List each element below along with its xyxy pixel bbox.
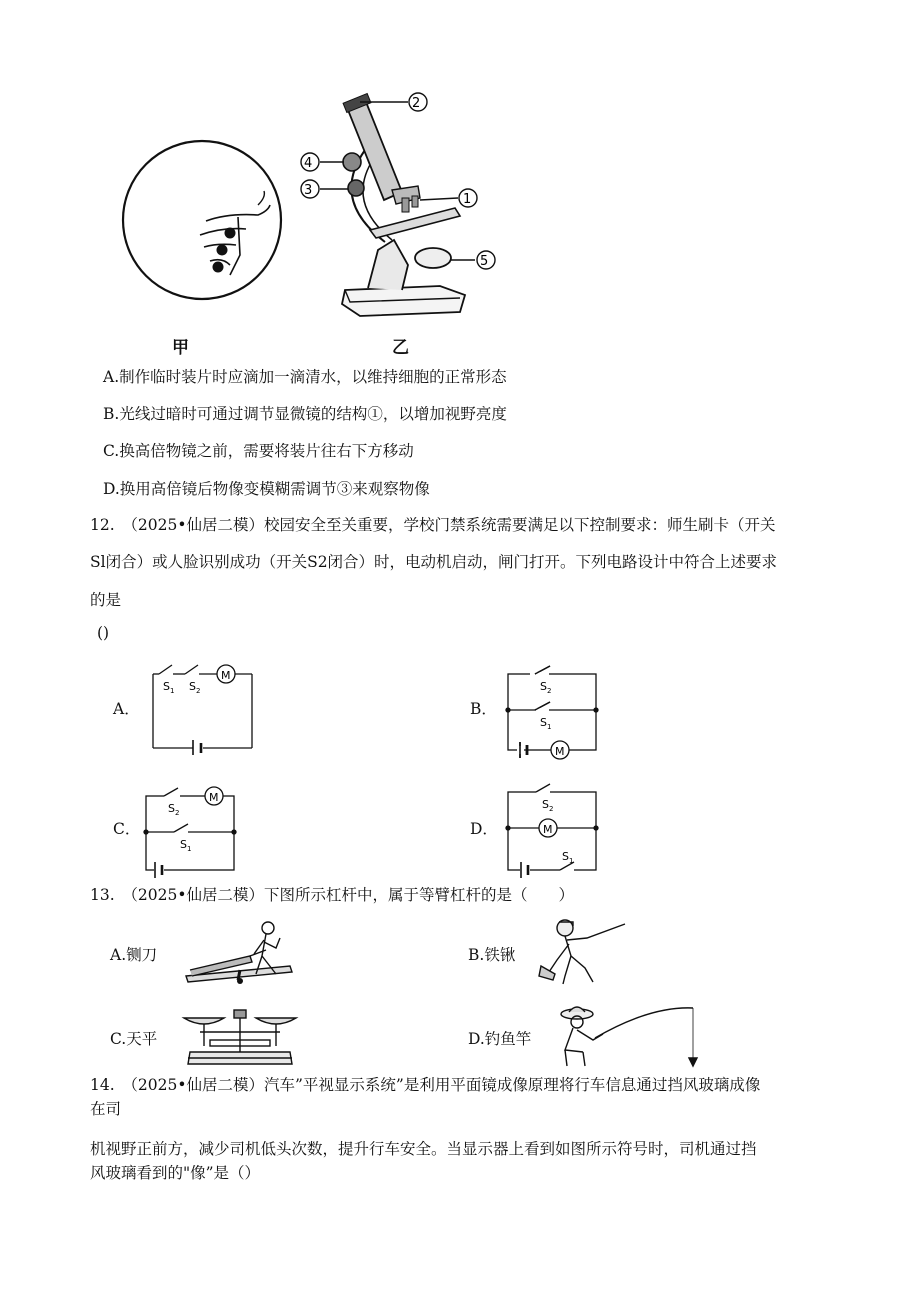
q14-stem-line-3: 机视野正前方，减少司机低头次数，提升行车安全。当显示器上看到如图所示符号时，司机通过挡	[90, 1140, 757, 1158]
switch-s1-label: S	[540, 716, 547, 729]
switch-s1-sub: 1	[569, 857, 574, 865]
q12-stem-line-4: ()	[97, 624, 110, 642]
switch-s2-label: S	[168, 802, 175, 815]
motor-label: M	[221, 669, 231, 682]
shovel-illustration	[535, 916, 635, 988]
q12-stem-line-3: 的是	[90, 591, 122, 609]
microscope-diagram	[290, 90, 520, 325]
switch-s1-label: S	[180, 838, 187, 851]
q14-stem-line-4: 风玻璃看到的"像”是（）	[90, 1164, 261, 1182]
switch-s1-sub: 1	[547, 723, 552, 731]
q13-option-b: B.铁锹	[468, 946, 516, 964]
callout-1: 1	[463, 192, 472, 207]
circuit-a	[145, 660, 260, 755]
switch-s1-sub: 1	[187, 845, 192, 853]
q13-option-d: D.钓鱼竿	[468, 1030, 532, 1048]
figure-label-jia: 甲	[172, 338, 189, 358]
switch-s2-sub: 2	[547, 687, 552, 695]
switch-s2-sub: 2	[196, 687, 201, 695]
circuit-d	[500, 780, 605, 880]
circuit-b	[500, 660, 605, 760]
q11-figure-jia	[118, 125, 288, 315]
switch-s2-label: S	[189, 680, 196, 693]
q13-stem: 13. （2025•仙居二模）下图所示杠杆中，属于等臂杠杆的是（ ）	[90, 886, 574, 904]
switch-s1-label: S	[562, 850, 569, 863]
q12-stem-line-1: 12. （2025•仙居二模）校园安全至关重要，学校门禁系统需要满足以下控制要求：师生刷卡（开关	[90, 516, 776, 534]
q11-figure-yi	[290, 90, 520, 325]
q12-option-c-letter: C．	[113, 820, 141, 838]
switch-s2-label: S	[540, 680, 547, 693]
field-of-view-diagram	[118, 125, 288, 315]
q14-stem-line-2: 在司	[90, 1100, 122, 1118]
switch-s1-label: S	[163, 680, 170, 693]
motor-label: M	[555, 745, 565, 758]
balance-scale-illustration	[180, 1006, 300, 1068]
q11-option-b: B.光线过暗时可通过调节显微镜的结构①，以增加视野亮度	[103, 405, 507, 423]
switch-s2-label: S	[542, 798, 549, 811]
q13-option-c: C.天平	[110, 1030, 158, 1048]
q13-option-a: A.铡刀	[110, 946, 158, 964]
fishing-rod-illustration	[555, 1000, 705, 1072]
motor-label: M	[543, 823, 553, 836]
fodder-cutter-illustration	[180, 918, 295, 990]
callout-4: 4	[304, 156, 313, 171]
callout-2: 2	[412, 96, 421, 111]
q11-option-c: C.换高倍物镜之前，需要将装片往右下方移动	[103, 442, 414, 460]
switch-s2-sub: 2	[175, 809, 180, 817]
motor-label: M	[209, 791, 219, 804]
callout-5: 5	[480, 254, 489, 269]
q12-option-a-letter: A．	[113, 700, 140, 718]
circuit-c	[138, 780, 243, 880]
switch-s1-sub: 1	[170, 687, 175, 695]
q12-option-d-letter: D．	[470, 820, 498, 838]
switch-s2-sub: 2	[549, 805, 554, 813]
q12-stem-line-2: Sl闭合）或人脸识别成功（开关S2闭合）时，电动机启动，闸门打开。下列电路设计中符合上述要求	[90, 553, 778, 571]
callout-3: 3	[304, 183, 313, 198]
q11-option-a: A.制作临时装片时应滴加一滴清水，以维持细胞的正常形态	[103, 368, 507, 386]
q14-stem-line-1: 14. （2025•仙居二模）汽车”平视显示系统”是利用平面镜成像原理将行车信息通过挡风玻璃成像	[90, 1076, 761, 1094]
q12-option-b-letter: B．	[470, 700, 497, 718]
figure-label-yi: 乙	[392, 338, 409, 358]
q11-option-d: D.换用高倍镜后物像变模糊需调节③来观察物像	[103, 480, 430, 498]
